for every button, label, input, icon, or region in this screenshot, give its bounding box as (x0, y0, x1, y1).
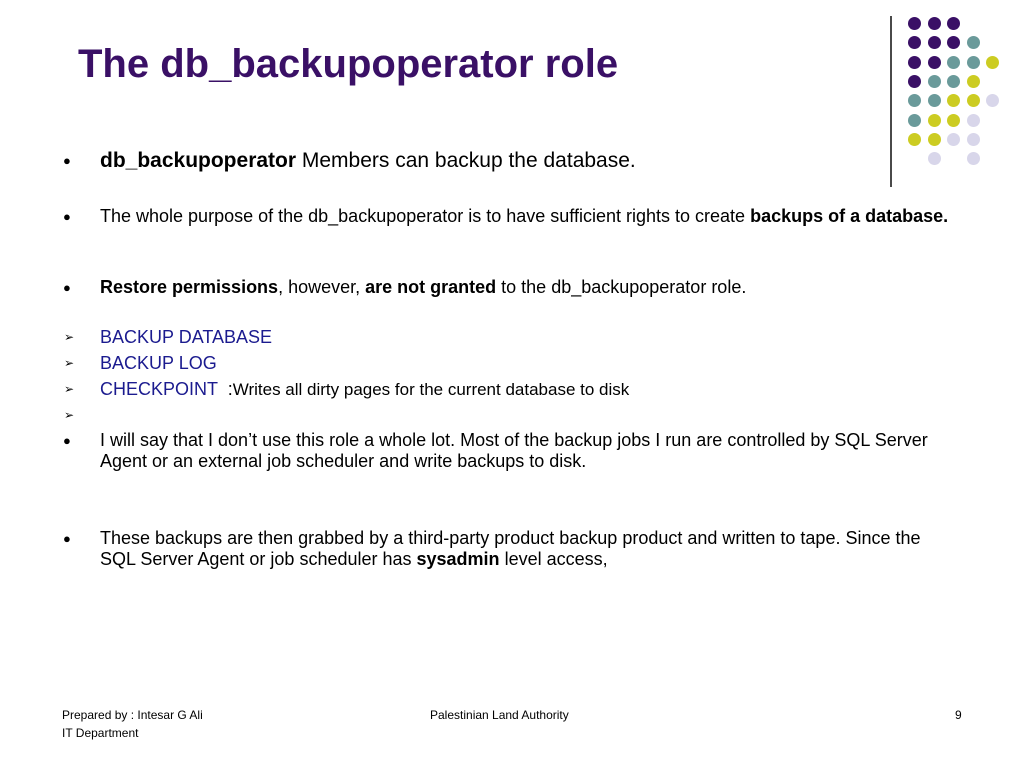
bullet-1-text: Members can backup the database. (296, 149, 636, 172)
bullet-2-bold: backups of a database. (750, 206, 949, 226)
bullet-3-bold-1: Restore permissions (100, 277, 279, 297)
decorative-dot (967, 133, 980, 146)
bullet-icon: ● (63, 209, 71, 224)
footer-center: Palestinian Land Authority (430, 708, 569, 722)
bullet-3-text-2: to the db_backupoperator role. (496, 277, 747, 297)
decorative-dot (908, 17, 921, 30)
arrow-bullet-icon: ➢ (64, 408, 75, 422)
decorative-dot (947, 94, 960, 107)
decorative-dot (947, 17, 960, 30)
arrow-item-backup-log (64, 353, 965, 374)
arrow-item-backup-database (64, 327, 965, 348)
bullet-2-text: The whole purpose of the db_backupoperator is to have sufficient rights to create (100, 206, 751, 226)
decorative-dot (928, 114, 941, 127)
arrow-item-text: BACKUP DATABASE (100, 327, 273, 347)
bullet-5-text-after: level access, (499, 549, 608, 569)
footer-left (62, 706, 203, 742)
decorative-dot (928, 36, 941, 49)
arrow-item-text: BACKUP LOG (100, 353, 217, 373)
decorative-dot (967, 36, 980, 49)
arrow-bullet-icon: ➢ (64, 330, 75, 344)
bullet-item-3 (63, 277, 965, 298)
decorative-dot (947, 75, 960, 88)
bullet-3-text-1: , however, (278, 277, 366, 297)
footer-prepared-by: Prepared by : Intesar G Ali (62, 708, 203, 722)
bullet-5-bold: sysadmin (416, 549, 500, 569)
decorative-dot (928, 75, 941, 88)
decorative-dot (947, 36, 960, 49)
checkpoint-note: Writes all dirty pages for the current database to disk (232, 380, 630, 399)
decorative-dot (928, 94, 941, 107)
decorative-dot (967, 56, 980, 69)
decorative-dot (928, 56, 941, 69)
footer-page-number: 9 (955, 708, 962, 722)
decorative-dot (908, 114, 921, 127)
bullet-icon: ● (63, 433, 71, 448)
decorative-dot (908, 75, 921, 88)
footer-department: IT Department (62, 726, 139, 740)
decorative-dot (908, 56, 921, 69)
decorative-dot (967, 75, 980, 88)
arrow-item-text: CHECKPOINT (100, 379, 218, 399)
decorative-dot (947, 133, 960, 146)
decorative-dot (967, 114, 980, 127)
bullet-item-4 (63, 430, 950, 472)
decorative-dot (967, 152, 980, 165)
decorative-dot (908, 133, 921, 146)
bullet-icon: ● (63, 153, 71, 168)
bullet-3-bold-2: are not granted (365, 277, 497, 297)
bullet-icon: ● (63, 531, 71, 546)
decorative-dot (986, 56, 999, 69)
arrow-bullet-icon: ➢ (64, 382, 75, 396)
decorative-dot (947, 56, 960, 69)
decorative-dot (928, 133, 941, 146)
decorative-dot (928, 17, 941, 30)
bullet-5-text: These backups are then grabbed by a third-party product backup product and written to tape. Since the SQL Server Agent or job scheduler has (100, 528, 921, 569)
bullet-4-text: I will say that I don’t use this role a whole lot. Most of the backup jobs I run are controlled by SQL Server Agent or an external job scheduler and write backups to disk. (100, 430, 928, 471)
decorative-dot (947, 114, 960, 127)
bullet-item-1 (63, 149, 965, 172)
bullet-item-5 (63, 528, 945, 570)
decorative-dot (908, 94, 921, 107)
arrow-item-checkpoint (64, 379, 965, 400)
checkpoint-note-colon: : (227, 379, 233, 399)
slide-title: The db_backupoperator role (78, 42, 619, 86)
arrow-bullet-icon: ➢ (64, 356, 75, 370)
decorative-dot (967, 94, 980, 107)
decorative-dot (908, 36, 921, 49)
decorative-dot-grid (908, 14, 998, 164)
bullet-icon: ● (63, 280, 71, 295)
decorative-dot (986, 94, 999, 107)
bullet-1-bold: db_backupoperator (100, 149, 297, 172)
bullet-item-2 (63, 206, 965, 227)
